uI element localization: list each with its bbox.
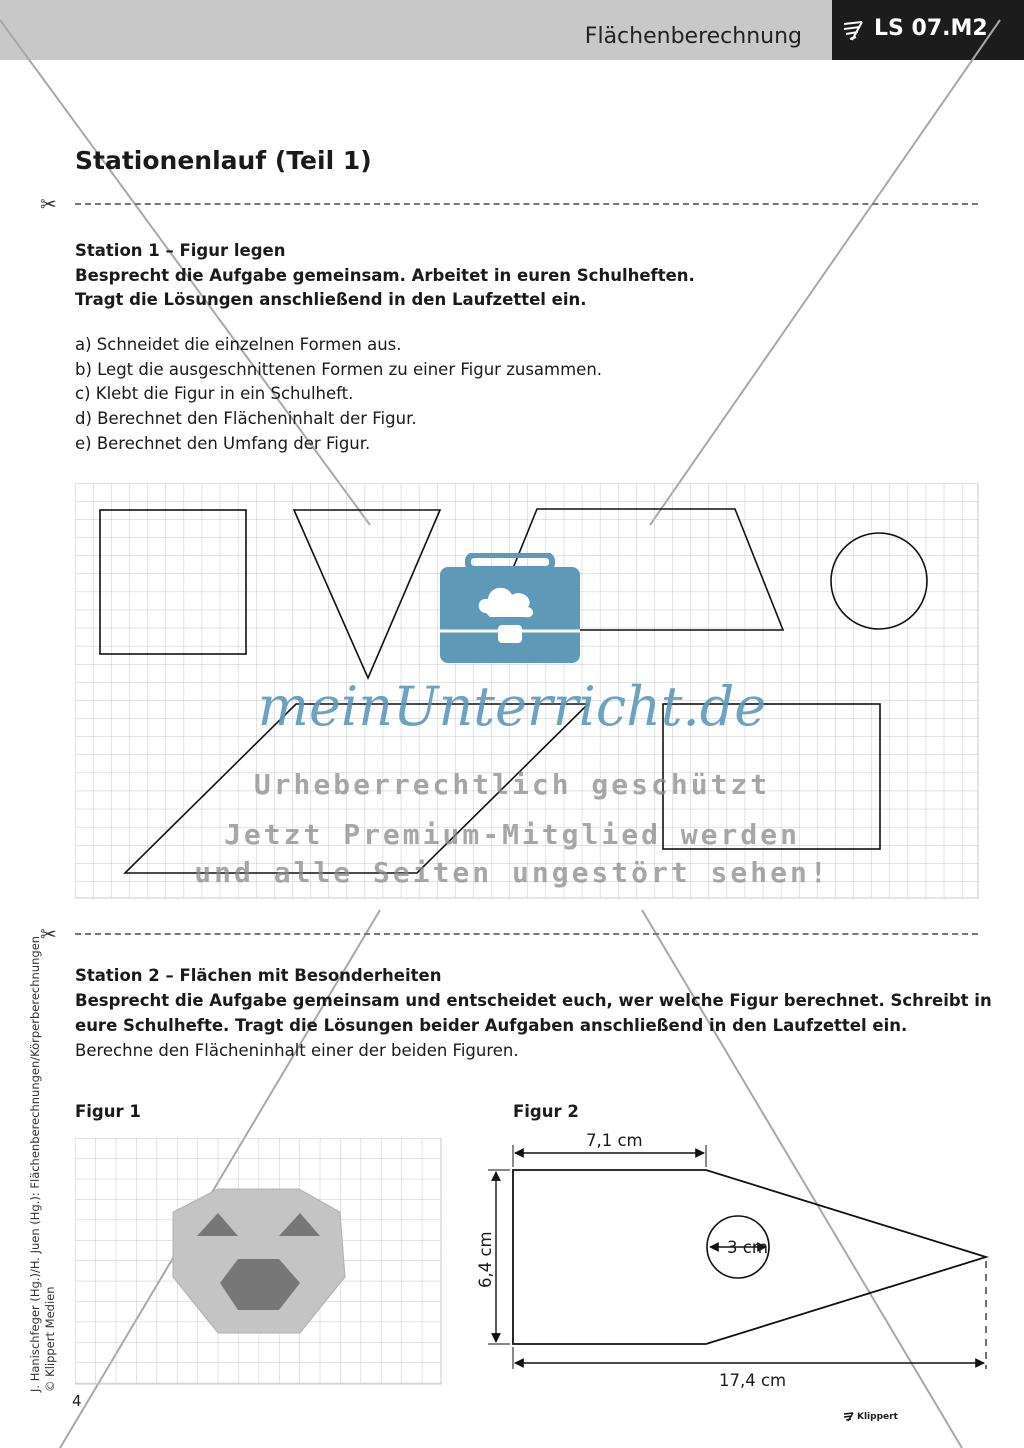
station2-instruction-1: Besprecht die Aufgabe gemeinsam und entscheidet euch, wer welche Figur berechnet. Schreibt in: [75, 991, 992, 1010]
header-title: Flächenberechnung: [584, 24, 802, 49]
credit-line-1: J. Hanischfeger (Hg.)/H. Juen (Hg.): Flächenberechnungen/Körperberechnungen: [28, 935, 42, 1392]
watermark-line-3: und alle Seiten ungestört sehen!: [194, 856, 830, 889]
station1-shape-grid: [75, 483, 979, 899]
station1-instruction-1: Besprecht die Aufgabe gemeinsam. Arbeitet in euren Schulheften.: [75, 266, 695, 285]
cut-line: [75, 203, 978, 205]
station1-instruction-2: Tragt die Lösungen anschließend in den Laufzettel ein.: [75, 290, 587, 309]
scissors-icon: ✂: [40, 192, 57, 216]
figure2-label: Figur 2: [513, 1102, 579, 1121]
station2-task: Berechne den Flächeninhalt einer der beiden Figuren.: [75, 1041, 519, 1060]
page-title: Stationenlauf (Teil 1): [75, 146, 372, 175]
figure1-grid: [75, 1138, 443, 1386]
scissors-icon: ✂: [40, 922, 57, 946]
dim-top-label: 7,1 cm: [586, 1131, 643, 1150]
dim-bottom-label: 17,4 cm: [719, 1371, 787, 1390]
page-number: 4: [72, 1392, 82, 1410]
credit-line-2: © Klippert Medien: [43, 1286, 57, 1392]
cut-line: [75, 933, 978, 935]
arrow-shape: [513, 1170, 986, 1344]
figure2-drawing: [480, 1125, 1000, 1400]
station1-heading: Station 1 – Figur legen: [75, 241, 286, 260]
klippert-mark-icon: [843, 1412, 855, 1422]
publisher-name: Klippert: [857, 1412, 898, 1422]
task-b: b) Legt die ausgeschnittenen Formen zu einer Figur zusammen.: [75, 360, 603, 379]
side-credit: [28, 936, 58, 1392]
dim-height-label: 6,4 cm: [476, 1231, 495, 1288]
station2-instruction-2: eure Schulhefte. Tragt die Lösungen beider Aufgaben anschließend in den Laufzettel ein.: [75, 1016, 908, 1035]
station2-heading: Station 2 – Flächen mit Besonderheiten: [75, 966, 442, 985]
header-code: LS 07.M2: [874, 16, 988, 41]
task-e: e) Berechnet den Umfang der Figur.: [75, 434, 371, 453]
task-d: d) Berechnet den Flächeninhalt der Figur.: [75, 409, 417, 428]
watermark-line-1: Urheberrechtlich geschützt: [253, 768, 771, 801]
figure1-label: Figur 1: [75, 1102, 141, 1121]
briefcase-logo-icon: [440, 553, 580, 663]
task-c: c) Klebt die Figur in ein Schulheft.: [75, 384, 354, 403]
dim-circle-label: 3 cm: [727, 1238, 768, 1257]
watermark-line-2: Jetzt Premium-Mitglied werden: [224, 818, 800, 851]
task-a: a) Schneidet die einzelnen Formen aus.: [75, 335, 402, 354]
watermark-brand: meinUnterricht.de: [257, 675, 767, 738]
